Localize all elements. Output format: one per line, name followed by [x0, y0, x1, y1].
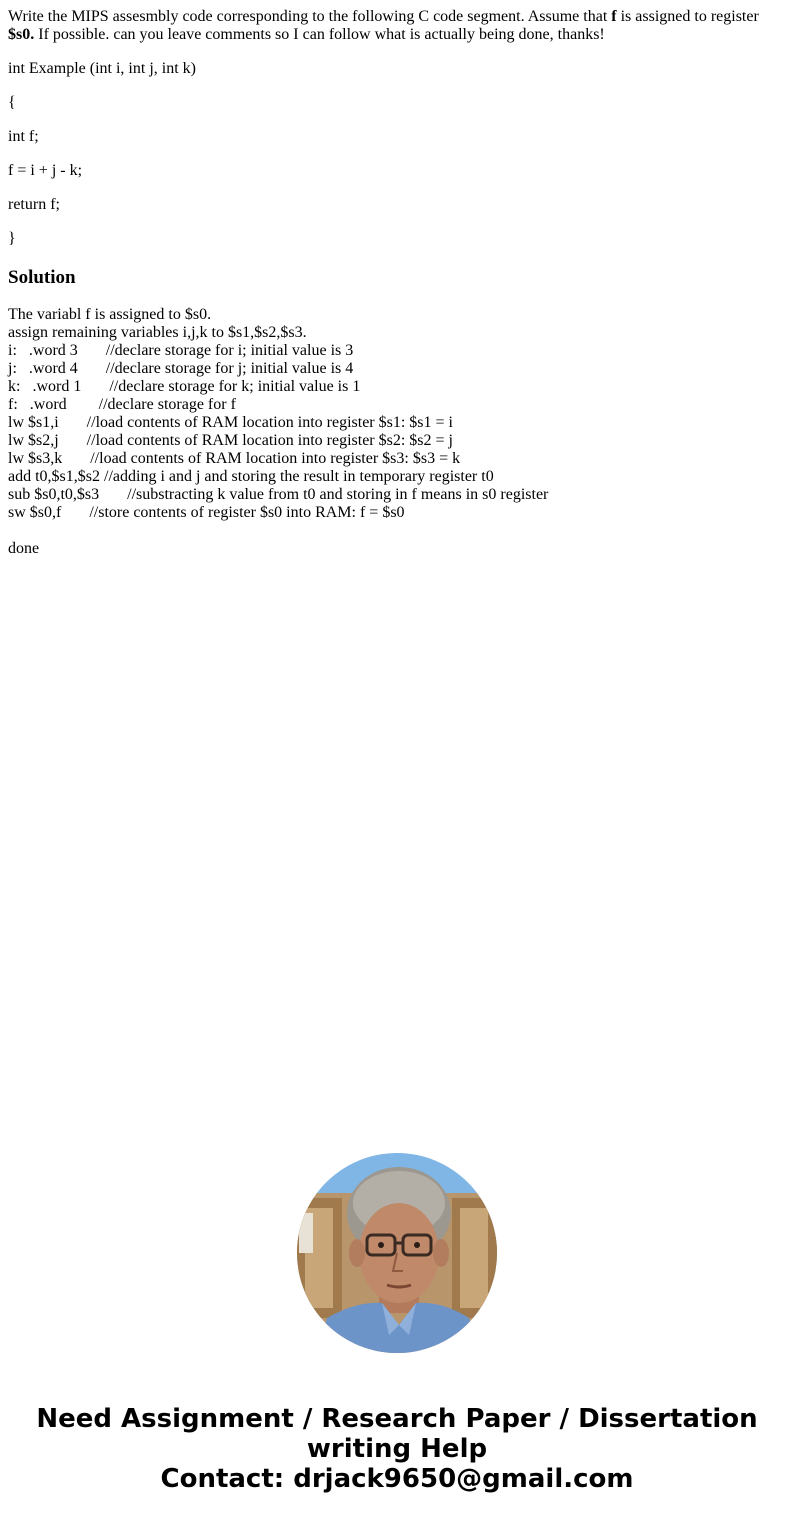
promo-line-1: Need Assignment / Research Paper / Dissertation — [36, 1404, 758, 1434]
intro-text-2: is assigned to register — [616, 8, 759, 25]
author-avatar — [297, 1153, 497, 1353]
promo-banner — [0, 1404, 794, 1494]
solution-body — [8, 306, 788, 558]
c-code-line: { — [8, 94, 16, 111]
solution-line: add t0,$s1,$s2 //adding i and j and storing the result in temporary register t0 — [8, 468, 494, 485]
solution-line: sw $s0,f //store contents of register $s0 into RAM: f = $s0 — [8, 504, 405, 521]
intro-bold-f: f — [611, 8, 617, 25]
solution-line: k: .word 1 //declare storage for k; initial value is 1 — [8, 378, 361, 395]
solution-heading: Solution — [8, 267, 76, 288]
solution-line: lw $s1,i //load contents of RAM location into register $s1: $s1 = i — [8, 414, 453, 431]
solution-line: sub $s0,t0,$s3 //substracting k value from t0 and storing in f means in s0 register — [8, 486, 549, 503]
question-intro — [8, 8, 778, 44]
author-portrait-image — [297, 1153, 497, 1353]
solution-line: assign remaining variables i,j,k to $s1,$s2,$s3. — [8, 324, 307, 341]
c-code-line: int f; — [8, 128, 39, 145]
c-code-line: } — [8, 230, 16, 247]
solution-line: i: .word 3 //declare storage for i; initial value is 3 — [8, 342, 354, 359]
solution-line: lw $s2,j //load contents of RAM location into register $s2: $s2 = j — [8, 432, 453, 449]
question-section — [8, 8, 778, 264]
c-code-line: int Example (int i, int j, int k) — [8, 60, 196, 77]
promo-contact: Contact: drjack9650@gmail.com — [160, 1464, 634, 1494]
c-code-line: f = i + j - k; — [8, 162, 83, 179]
solution-line: f: .word //declare storage for f — [8, 396, 236, 413]
solution-line: j: .word 4 //declare storage for j; initial value is 4 — [8, 360, 354, 377]
c-code-line: return f; — [8, 196, 60, 213]
intro-bold-s0: $s0. — [8, 26, 35, 43]
solution-line: lw $s3,k //load contents of RAM location into register $s3: $s3 = k — [8, 450, 461, 467]
promo-line-2: writing Help — [306, 1434, 488, 1464]
intro-text-3: If possible. can you leave comments so I can follow what is actually being done, thanks! — [34, 26, 605, 43]
solution-line: The variabl f is assigned to $s0. — [8, 306, 212, 323]
solution-done: done — [8, 540, 40, 557]
intro-text-1: Write the MIPS assesmbly code corresponding to the following C code segment. Assume that — [8, 8, 612, 25]
